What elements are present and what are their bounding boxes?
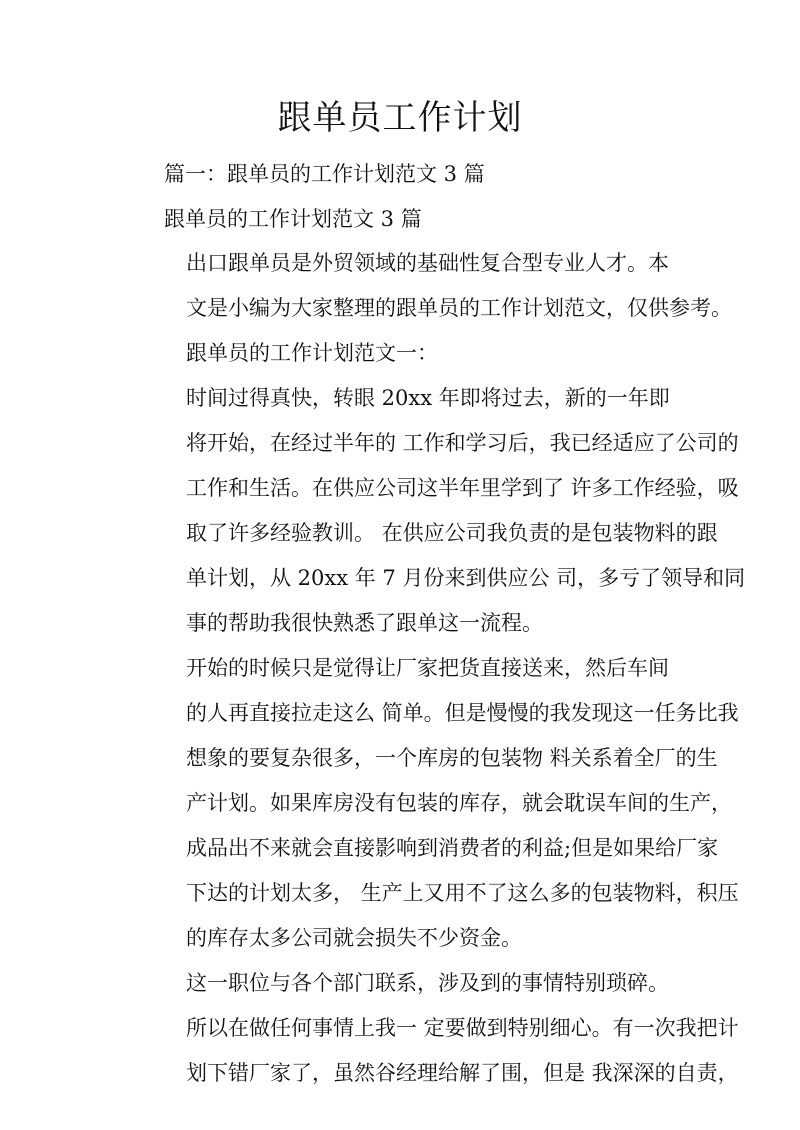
text-line: 单计划，从 20xx 年 7 月份来到供应公 司，多亏了领导和同 — [186, 566, 746, 590]
text-line: 跟单员的工作计划范文一： — [186, 341, 438, 365]
text-line: 的人再直接拉走这么 简单。但是慢慢的我发现这一任务比我 — [186, 701, 739, 725]
paragraph-position — [120, 961, 739, 1096]
text-line: 时间过得真快，转眼 20xx 年即将过去，新的一年即 — [186, 386, 670, 410]
text-line: 将开始，在经过半年的 工作和学习后，我已经适应了公司的 — [186, 431, 739, 455]
document-body — [120, 241, 746, 1096]
paragraph-intro — [120, 241, 732, 331]
paragraph-time — [120, 376, 746, 646]
text-line: 事的帮助我很快熟悉了跟单这一流程。 — [186, 611, 543, 635]
text-line: 的库存太多公司就会损失不少资金。 — [186, 926, 522, 950]
text-line: 开始的时候只是觉得让厂家把货直接送来，然后车间 — [186, 656, 669, 680]
paragraph-example-one-heading — [120, 331, 690, 376]
text-line: 想象的要复杂很多，一个库房的包装物 料关系着全厂的生 — [186, 746, 718, 770]
paragraph-beginning — [120, 646, 739, 961]
text-line: 下达的计划太多， 生产上又用不了这么多的包装物料，积压 — [186, 881, 739, 905]
text-line: 工作和生活。在供应公司这半年里学到了 许多工作经验，吸 — [186, 476, 739, 500]
text-line: 出口跟单员是外贸领域的基础性复合型专业人才。本 — [186, 251, 669, 275]
document-title: 跟单员工作计划 — [277, 98, 523, 138]
text-line: 这一职位与各个部门联系，涉及到的事情特别琐碎。 — [186, 971, 669, 995]
text-line: 划下错厂家了，虽然谷经理给解了围，但是 我深深的自责， — [186, 1061, 739, 1085]
text-line: 所以在做任何事情上我一 定要做到特别细心。有一次我把计 — [186, 1016, 739, 1040]
text-line: 产计划。如果库房没有包装的库存，就会耽误车间的生产， — [186, 791, 732, 815]
text-line: 取了许多经验教训。 在供应公司我负责的是包装物料的跟 — [186, 521, 718, 545]
section-heading: 篇一：跟单员的工作计划范文 3 篇 — [164, 162, 485, 186]
text-line: 成品出不来就会直接影响到消费者的利益;但是如果给厂家 — [186, 836, 719, 860]
text-line: 文是小编为大家整理的跟单员的工作计划范文，仅供参考。 — [186, 296, 732, 320]
sub-heading: 跟单员的工作计划范文 3 篇 — [164, 207, 422, 231]
